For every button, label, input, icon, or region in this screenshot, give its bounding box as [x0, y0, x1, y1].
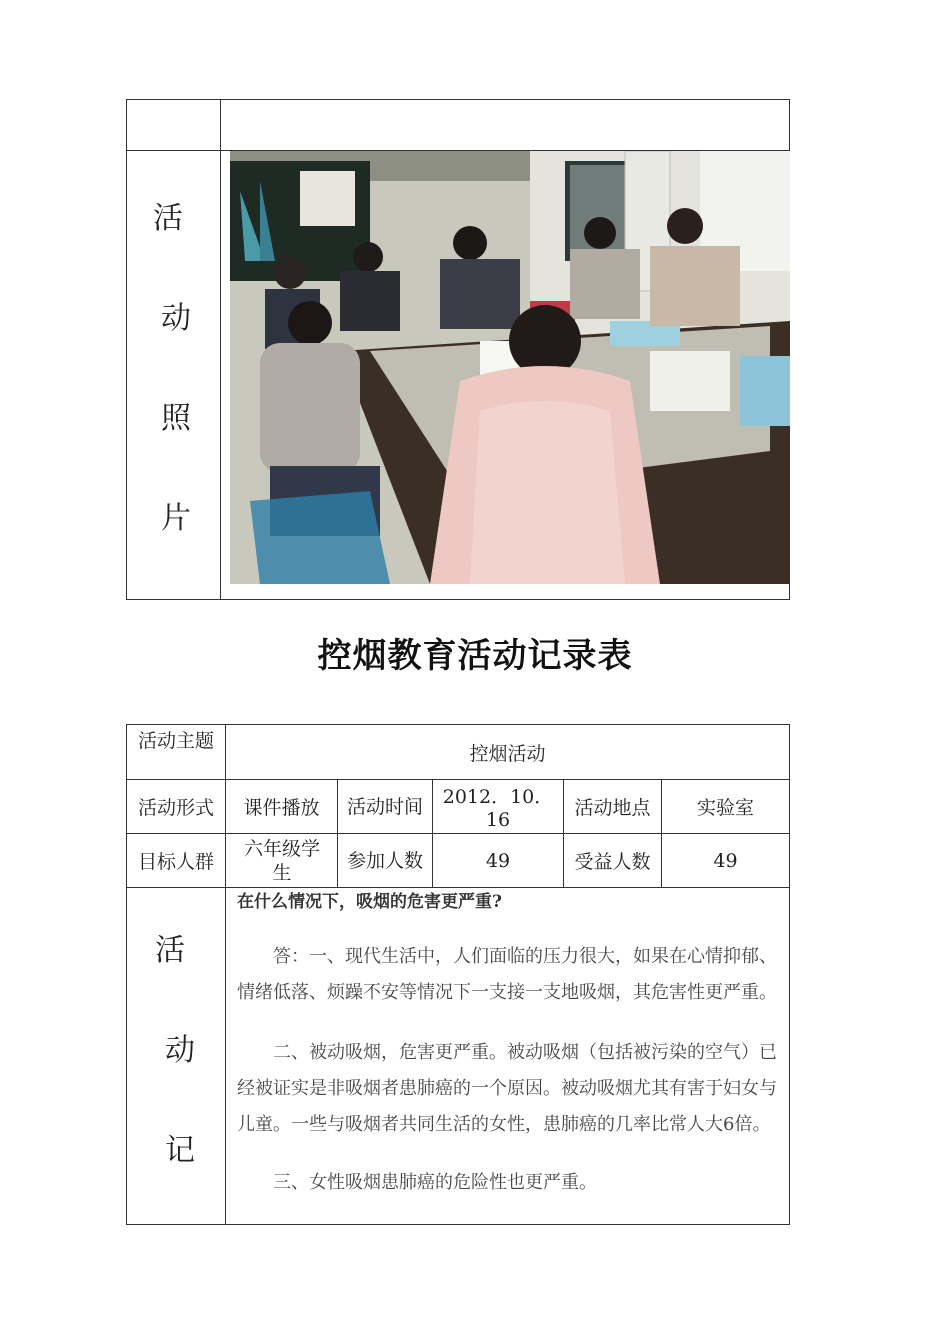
record-label-char: 记	[165, 1133, 195, 1168]
form-value: 课件播放	[243, 797, 320, 819]
record-paragraph: 二、被动吸烟，危害更严重。被动吸烟（包括被污染的空气）已经被证实是非吸烟者患肺癌的一个原因。被动吸烟尤其有害于妇女与儿童。一些与吸烟者共同生活的女性，患肺癌的几率比常人大6倍。	[237, 1042, 777, 1135]
time-value: 2012．10．16	[442, 786, 554, 831]
target-label: 目标人群	[137, 851, 214, 873]
form-label: 活动形式	[137, 797, 214, 819]
beneficiaries-label: 受益人数	[574, 851, 651, 873]
target-value: 六年级学生	[243, 837, 320, 884]
record-paragraph: 答：一、现代生活中，人们面临的压力很大，如果在心情抑郁、情绪低落、烦躁不安等情况下一支接一支地吸烟，其危害性更严重。	[237, 946, 777, 1003]
place-value: 实验室	[696, 797, 754, 819]
topic-label: 活动主题	[137, 729, 214, 752]
topic-value: 控烟活动	[469, 742, 546, 765]
participants-value: 49	[485, 849, 511, 872]
record-paragraph: 三、女性吸烟患肺癌的危险性也更严重。	[273, 1172, 597, 1193]
participants-label: 参加人数	[346, 849, 423, 872]
record-question: 在什么情况下，吸烟的危害更严重?	[237, 892, 502, 912]
classroom-meeting-photo-icon	[230, 151, 790, 584]
page-title: 控烟教育活动记录表	[317, 636, 633, 676]
time-label: 活动时间	[346, 795, 423, 818]
record-table	[126, 724, 790, 1225]
photo-table	[126, 99, 790, 600]
record-label-char: 活	[155, 933, 185, 968]
column-divider	[220, 100, 221, 599]
photo-label-char: 活	[153, 201, 183, 236]
beneficiaries-value: 49	[713, 849, 738, 872]
column-divider	[337, 779, 338, 887]
place-label: 活动地点	[574, 797, 651, 819]
record-label-char: 动	[165, 1033, 195, 1068]
photo-label-char: 动	[161, 301, 191, 336]
activity-photo	[230, 151, 790, 584]
photo-label-char: 照	[161, 401, 191, 436]
photo-label-char: 片	[161, 501, 191, 536]
